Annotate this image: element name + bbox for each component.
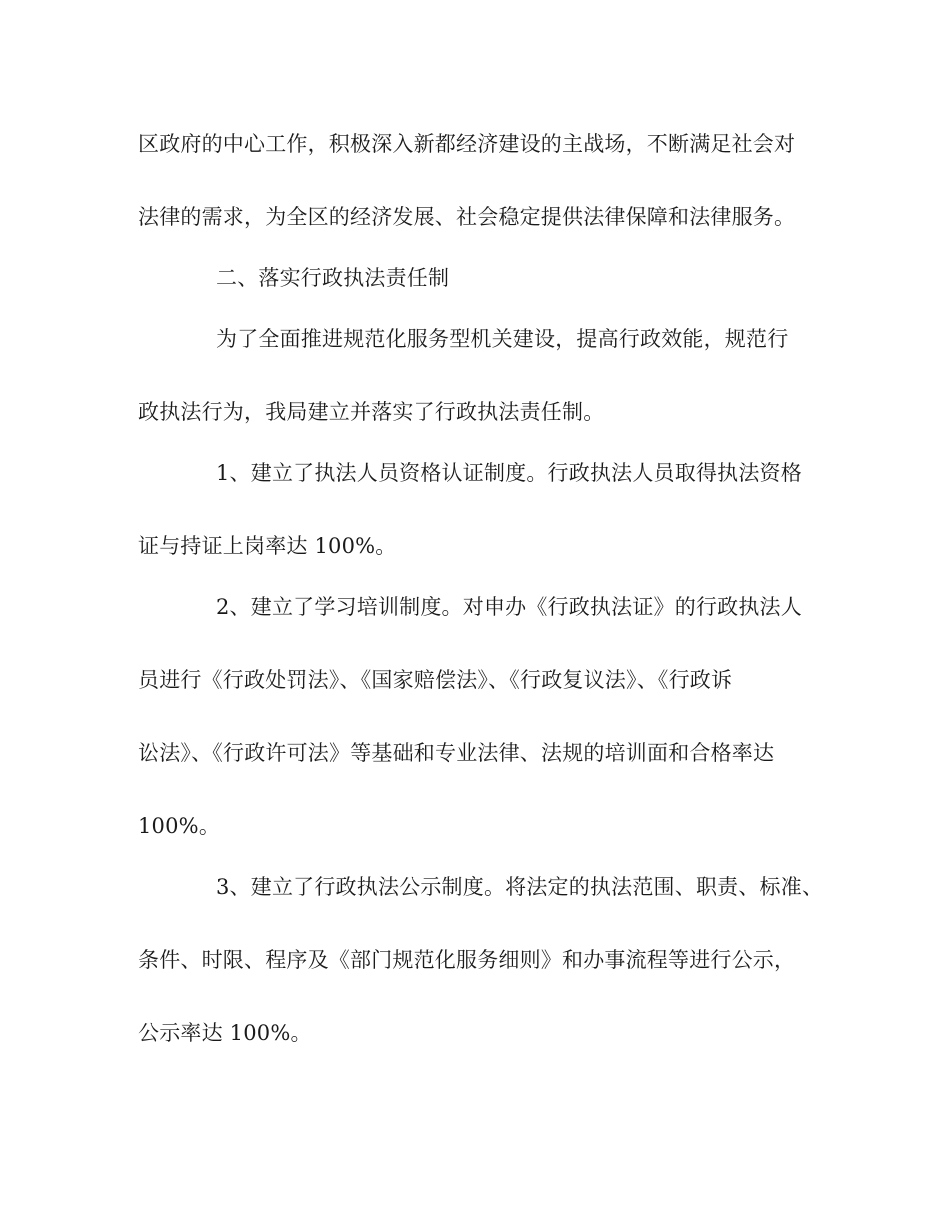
item-2-line-1: 2、建立了学习培训制度。对申办《行政执法证》的行政执法人 [216, 595, 802, 619]
item-2-line-3: 讼法》、《行政许可法》等基础和专业法律、法规的培训面和合格率达 [138, 741, 775, 765]
item-3-line-3: 公示率达 100%。 [138, 1021, 312, 1045]
paragraph-intro-line-2: 政执法行为，我局建立并落实了行政执法责任制。 [138, 400, 605, 424]
item-3-line-1: 3、建立了行政执法公示制度。将法定的执法范围、职责、标准、 [216, 875, 824, 899]
item-1-line-2: 证与持证上岗率达 100%。 [138, 534, 397, 558]
text-line-continuation-1: 区政府的中心工作，积极深入新都经济建设的主战场，不断满足社会对 [138, 132, 796, 156]
text-line-continuation-2: 法律的需求，为全区的经济发展、社会稳定提供法律保障和法律服务。 [138, 205, 796, 229]
item-1-line-1: 1、建立了执法人员资格认证制度。行政执法人员取得执法资格 [216, 461, 802, 485]
item-2-line-4: 100%。 [138, 814, 221, 838]
item-2-line-2: 员进行《行政处罚法》、《国家赔偿法》、《行政复议法》、《行政诉 [138, 668, 733, 692]
paragraph-intro-line-1: 为了全面推进规范化服务型机关建设，提高行政效能，规范行 [216, 327, 789, 351]
section-heading: 二、落实行政执法责任制 [216, 266, 450, 290]
item-3-line-2: 条件、时限、程序及《部门规范化服务细则》和办事流程等进行公示， [138, 948, 796, 972]
